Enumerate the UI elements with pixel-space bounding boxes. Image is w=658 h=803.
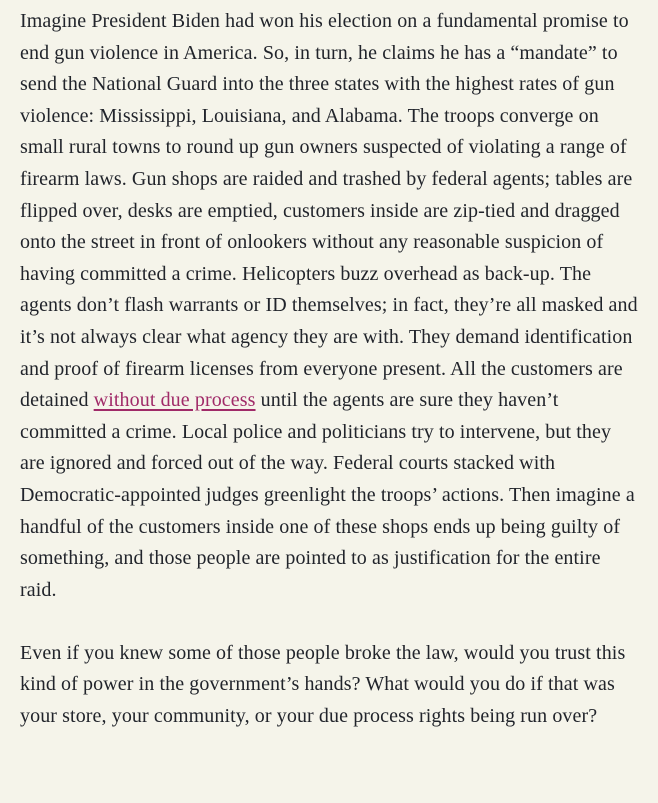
paragraph-1 xyxy=(20,6,638,606)
paragraph-1-text-after-link: until the agents are sure they haven’t committed a crime. Local police and politicians try to intervene, but they are ignored and forced out of the way. Federal courts stacked with Democratic-appointed judges greenlight the troops’ actions. Then imagine a handful of the customers inside one of these shops ends up being guilty of something, and those people are pointed to as justification for the entire raid. xyxy=(20,389,635,601)
paragraph-1-text-before-link: Imagine President Biden had won his election on a fundamental promise to end gun violence in America. So, in turn, he claims he has a “mandate” to send the National Guard into the three states with the highest rates of gun violence: Mississippi, Louisiana, and Alabama. The troops converge on small rural towns to round up gun owners suspected of violating a range of firearm laws. Gun shops are raided and trashed by federal agents; tables are flipped over, desks are emptied, customers inside are zip-tied and dragged onto the street in front of onlookers without any reasonable suspicion of having committed a crime. Helicopters buzz overhead as back-up. The agents don’t flash warrants or ID themselves; in fact, they’re all masked and it’s not always clear what agency they are with. They demand identification and proof of firearm licenses from everyone present. All the customers are detained xyxy=(20,10,638,412)
due-process-link[interactable]: without due process xyxy=(93,389,256,412)
paragraph-2: Even if you knew some of those people broke the law, would you trust this kind of power in the government’s hands? What would you do if that was your store, your community, or your due process rights being run over? xyxy=(20,641,626,728)
